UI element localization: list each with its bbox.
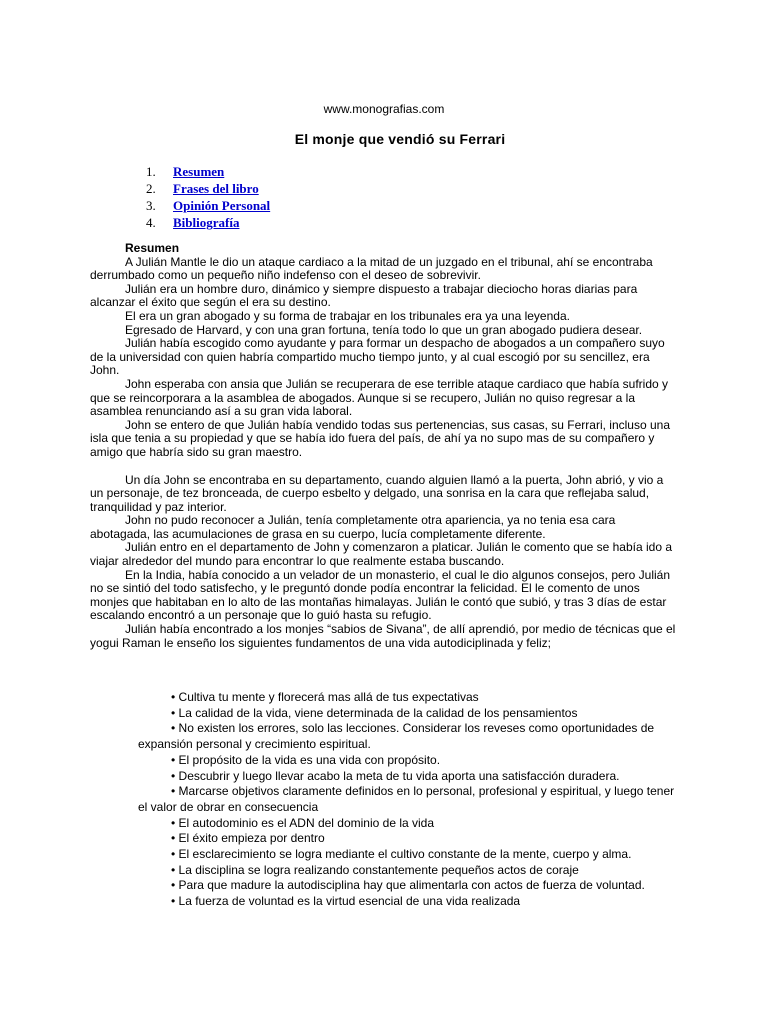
bullet-item: • No existen los errores, solo las lecciones. Considerar los reveses como oportunidades de expansión personal y crecimiento espiritual. xyxy=(138,721,655,752)
bullet-item: • El autodominio es el ADN del dominio de la vida xyxy=(171,815,435,830)
toc-number: 2. xyxy=(146,181,156,196)
toc-link-frases[interactable]: Frases del libro xyxy=(173,181,259,196)
paragraph: John se entero de que Julián había vendido todas sus pertenencias, sus casas, su Ferrari, incluso una isla que tenia a su propiedad y que se había ido fuera del país, de ahí ya no supo mas de su compañero y amigo que habría sido su gran maestro. xyxy=(90,417,670,459)
paragraph: El era un gran abogado y su forma de trabajar en los tribunales era ya una leyenda. xyxy=(125,308,570,323)
paragraph: En la India, había conocido a un velador de un monasterio, el cual le dio algunos consejos, pero Julián no se sintió del todo satisfecho, y le preguntó donde podía encontrar la felicidad. El le comento de unos monjes que habitaban en lo alto de las montañas himalayas. Julián le contó que subió, y tras 3 días de estar escalando encontró a un personaje que lo guió hasta su refugio. xyxy=(90,567,671,623)
paragraph: John no pudo reconocer a Julián, tenía completamente otra apariencia, ya no tenia esa cara abotagada, las acumulaciones de grasa en su cuerpo, lucía completamente diferente. xyxy=(90,513,616,541)
bullet-item: • Marcarse objetivos claramente definidos en lo personal, profesional y espiritual, y luego tener el valor de obrar en consecuencia xyxy=(138,784,675,814)
toc-number: 1. xyxy=(146,164,156,179)
toc-number: 3. xyxy=(146,198,156,213)
paragraph: Julián entro en el departamento de John y comenzaron a platicar. Julián le comento que se había ido a viajar alrededor del mundo para encontrar lo que realmente estaba buscando. xyxy=(90,540,673,569)
paragraph: Julián había encontrado a los monjes “sabios de Sivana”, de allí aprendió, por medio de técnicas que el yogui Raman le enseño los siguientes fundamentos de una vida autodiciplinada y feliz; xyxy=(90,622,676,650)
bullet-item: • El propósito de la vida es una vida con propósito. xyxy=(171,752,441,767)
toc-link-bibliografia[interactable]: Bibliografía xyxy=(173,215,240,230)
paragraph: Julián era un hombre duro, dinámico y siempre dispuesto a trabajar dieciocho horas diarias para alcanzar el éxito que según el era su destino. xyxy=(90,281,638,310)
bullet-item: • La fuerza de voluntad es la virtud esencial de una vida realizada xyxy=(171,894,521,909)
section-heading: Resumen xyxy=(125,241,180,255)
toc-number: 4. xyxy=(146,215,156,230)
toc-link-opinion[interactable]: Opinión Personal xyxy=(173,198,271,213)
bullet-item: • Para que madure la autodisciplina hay que alimentarla con actos de fuerza de voluntad. xyxy=(171,878,645,893)
bullet-item: • La disciplina se logra realizando constantemente pequeños actos de coraje xyxy=(171,862,579,877)
bullet-list xyxy=(138,690,678,910)
bullet-item: • Cultiva tu mente y florecerá mas allá de tus expectativas xyxy=(171,690,479,704)
bullet-item: • La calidad de la vida, viene determinada de la calidad de los pensamientos xyxy=(171,705,578,720)
document-body xyxy=(90,242,676,650)
bullet-item: • El esclarecimiento se logra mediante el cultivo constante de la mente, cuerpo y alma. xyxy=(171,847,632,862)
bullet-item: • El éxito empieza por dentro xyxy=(171,831,325,846)
paragraph: Un día John se encontraba en su departamento, cuando alguien llamó a la puerta, John abrió, y vio a un personaje, de tez bronceada, de cuerpo esbelto y delgado, una sonrisa en la cara que reflejaba salud, tranquilidad y paz interior. xyxy=(90,472,664,514)
toc-item xyxy=(146,180,270,197)
paragraph: John esperaba con ansia que Julián se recuperara de ese terrible ataque cardiaco que había sufrido y que se reincorporara a la asamblea de abogados. Aunque si se recupero, Julián no quiso regresar a la asamblea renunciando así a su gran vida laboral. xyxy=(90,376,669,419)
toc-link-resumen[interactable]: Resumen xyxy=(173,164,225,179)
table-of-contents xyxy=(146,163,270,231)
paragraph: Julián había escogido como ayudante y para formar un despacho de abogados a un compañero suyo de la universidad con quien habría compartido mucho tiempo junto, y al cual escogió por su sencillez, era John. xyxy=(90,336,665,378)
bullet-item: • Descubrir y luego llevar acabo la meta de tu vida aporta una satisfacción duradera. xyxy=(171,768,620,783)
paragraph-gap xyxy=(90,460,676,474)
paragraph: Egresado de Harvard, y con una gran fortuna, tenía todo lo que un gran abogado pudiera desear. xyxy=(125,322,643,337)
paragraph: A Julián Mantle le dio un ataque cardiaco a la mitad de un juzgado en el tribunal, ahí se encontraba derrumbado como un pequeño niño indefenso con el deseo de sobrevivir. xyxy=(90,254,653,283)
toc-item xyxy=(146,214,270,231)
document-title: El monje que vendió su Ferrari xyxy=(294,131,506,147)
toc-item xyxy=(146,163,270,180)
toc-item xyxy=(146,197,270,214)
site-url: www.monografias.com xyxy=(323,102,445,116)
